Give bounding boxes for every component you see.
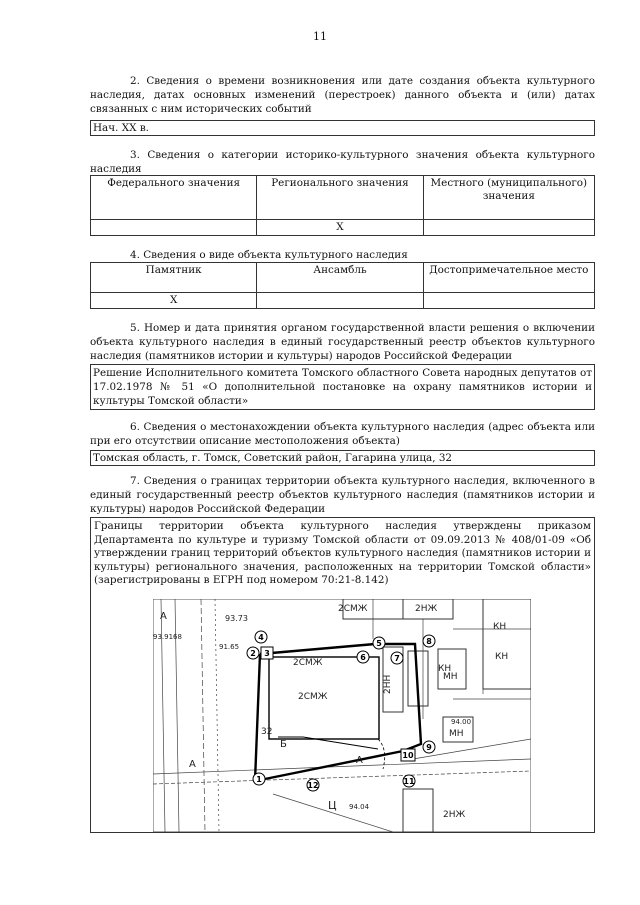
svg-text:11: 11	[403, 777, 415, 786]
map-point-4	[255, 631, 267, 643]
svg-text:2СМЖ: 2СМЖ	[298, 692, 328, 702]
category-local-mark	[423, 220, 594, 236]
category-federal-mark	[91, 220, 257, 236]
category-local: Местного (муниципального) значения	[423, 176, 594, 220]
svg-text:2НЖ: 2НЖ	[415, 604, 438, 614]
type-ensemble-mark	[257, 293, 423, 309]
svg-text:МН: МН	[449, 729, 464, 739]
svg-text:4: 4	[258, 633, 264, 642]
section-6-value: Томская область, г. Томск, Советский район, Гагарина улица, 32	[90, 450, 595, 466]
svg-text:9: 9	[426, 743, 432, 752]
section-7-heading: 7. Сведения о границах территории объекта культурного наследия, включенного в единый государственный реестр объектов культурного наследия (памятников истории и культуры) народов Российской Федерации	[90, 475, 595, 515]
section-6-heading: 6. Сведения о местонахождении объекта культурного наследия (адрес объекта или при его отсутствии описание местоположения объекта)	[90, 421, 595, 447]
svg-text:3: 3	[264, 649, 270, 658]
type-table	[90, 262, 595, 309]
map-point-10	[401, 749, 415, 761]
svg-text:6: 6	[360, 653, 366, 662]
type-monument: Памятник	[91, 263, 257, 293]
map-point-5	[373, 637, 385, 649]
type-monument-mark: X	[91, 293, 257, 309]
svg-text:2НЖ: 2НЖ	[443, 810, 466, 820]
svg-text:КН: КН	[493, 622, 507, 632]
map-point-11	[403, 775, 415, 787]
boundary-box	[90, 517, 595, 833]
section-7-value: Границы территории объекта культурного наследия утверждены приказом Департамента по культуре и туризму Томской области от 09.09.2013 № 408/01-09 «Об утверждении границ территорий объектов культурного наследия (памятников истории и культуры) регионального значения, расположенных на территории Томской области» (зарегистрированы в ЕГРН под номером 70:21-8.142)	[94, 520, 591, 586]
category-table	[90, 175, 595, 236]
section-2-heading: 2. Сведения о времени возникновения или дате создания объекта культурного наследия, датах основных изменений (перестроек) данного объекта и (или) датах связанных с ним исторических событий	[90, 75, 595, 115]
svg-text:5: 5	[376, 639, 382, 648]
map-point-2	[247, 647, 259, 659]
svg-text:93.9168: 93.9168	[153, 633, 182, 641]
map-point-9	[423, 741, 435, 753]
category-regional: Регионального значения	[257, 176, 423, 220]
svg-text:2: 2	[250, 649, 256, 658]
svg-text:КН: КН	[495, 652, 509, 662]
svg-text:8: 8	[426, 637, 432, 646]
svg-text:32: 32	[261, 727, 273, 737]
map-point-7	[391, 652, 403, 664]
map-point-6	[357, 651, 369, 663]
svg-text:94.04: 94.04	[349, 803, 370, 811]
territory-map	[153, 599, 531, 832]
svg-text:Б: Б	[280, 739, 287, 750]
svg-text:А: А	[160, 611, 167, 622]
section-4-heading: 4. Сведения о виде объекта культурного наследия	[130, 249, 408, 261]
map-point-12	[307, 779, 319, 791]
svg-text:93.73: 93.73	[225, 614, 248, 623]
svg-text:2СМЖ: 2СМЖ	[338, 604, 368, 614]
category-regional-mark: X	[257, 220, 423, 236]
svg-text:2СМЖ: 2СМЖ	[293, 658, 323, 668]
map-point-8	[423, 635, 435, 647]
type-landmark: Достопримечательное место	[423, 263, 594, 293]
svg-text:КН: КН	[438, 664, 452, 674]
page-number: 11	[313, 30, 327, 43]
svg-text:94.00: 94.00	[451, 718, 472, 726]
map-point-3	[261, 647, 273, 659]
section-5-heading: 5. Номер и дата принятия органом государственной власти решения о включении объекта культурного наследия в единый государственный реестр объектов культурного наследия (памятников истории и культуры) народов Российской Федерации	[90, 322, 595, 362]
svg-text:2НН: 2НН	[383, 674, 393, 694]
type-ensemble: Ансамбль	[257, 263, 423, 293]
map-point-1	[253, 773, 265, 785]
svg-text:МН: МН	[443, 672, 458, 682]
svg-text:12: 12	[307, 781, 319, 790]
svg-text:1: 1	[256, 775, 262, 784]
section-3-heading: 3. Сведения о категории историко-культурного значения объекта культурного наследия	[90, 149, 595, 175]
category-federal: Федерального значения	[91, 176, 257, 220]
territory-map-drawing	[153, 599, 531, 832]
svg-text:А: А	[189, 759, 196, 770]
type-landmark-mark	[423, 293, 594, 309]
svg-text:10: 10	[402, 751, 414, 760]
svg-text:7: 7	[394, 654, 400, 663]
section-2-value: Нач. XX в.	[90, 120, 595, 136]
section-5-value: Решение Исполнительного комитета Томского областного Совета народных депутатов от 17.02.1978 № 51 «О дополнительной постановке на охрану памятников истории и культуры Томской области»	[90, 364, 595, 410]
svg-text:Ц: Ц	[328, 799, 337, 812]
svg-text:91.65: 91.65	[219, 643, 240, 651]
svg-text:А: А	[356, 755, 363, 766]
